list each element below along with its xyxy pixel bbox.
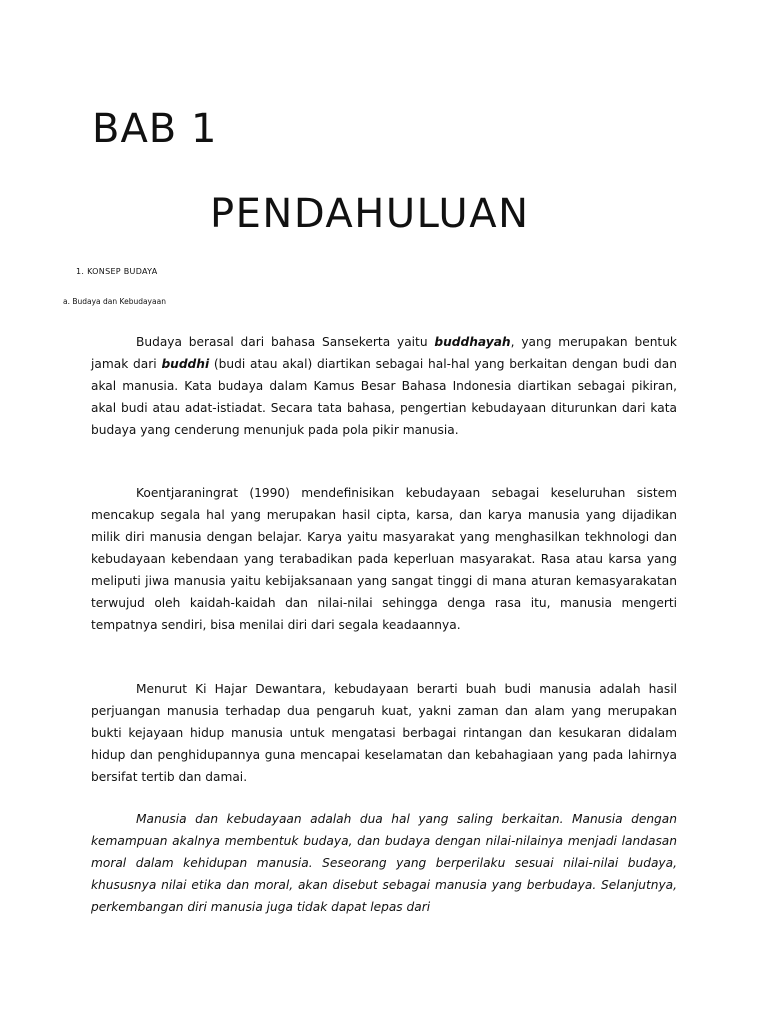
paragraph-4-text: Manusia dan kebudayaan adalah dua hal yang saling berkaitan. Manusia dengan kemampuan akalnya membentuk budaya, dan budaya dengan nilai-nilainya menjadi landasan moral dalam kehidupan manusia. Seseorang yang berperilaku sesuai nilai-nilai budaya, khususnya nilai etika dan moral, akan disebut sebagai manusia yang berbudaya. Selanjutnya, perkembangan diri manusia juga tidak dapat lepas dari	[91, 812, 677, 914]
paragraph-1-text-b: , yang merupakan bentuk jamak dari	[91, 335, 677, 371]
subsection-label: a. Budaya dan Kebudayaan	[63, 297, 166, 306]
term-buddhayah: buddhayah	[434, 335, 511, 349]
paragraph-1	[91, 331, 677, 441]
paragraph-2-text: Koentjaraningrat (1990) mendefinisikan kebudayaan sebagai keseluruhan sistem mencakup segala hal yang merupakan hasil cipta, karsa, dan karya manusia yang dijadikan milik diri manusia dengan belajar. Karya yaitu masyarakat yang menghasilkan tekhnologi dan kebudayaan kebendaan yang terabadikan pada keperluan masyarakat. Rasa atau karsa yang meliputi jiwa manusia yaitu kebijaksanaan yang sangat tinggi di mana aturan kemasyarakatan terwujud oleh kaidah-kaidah dan nilai-nilai sehingga denga rasa itu, manusia mengerti tempatnya sendiri, bisa menilai diri dari segala keadaannya.	[91, 486, 677, 632]
term-buddhi: buddhi	[161, 357, 210, 371]
chapter-title: PENDAHULUAN	[210, 191, 530, 237]
paragraph-1-text-a: Budaya berasal dari bahasa Sansekerta yaitu	[136, 335, 435, 349]
chapter-heading: BAB 1	[92, 106, 218, 152]
paragraph-4	[91, 808, 677, 918]
paragraph-1-text-c: (budi atau akal) diartikan sebagai hal-hal yang berkaitan dengan budi dan akal manusia. Kata budaya dalam Kamus Besar Bahasa Indonesia diartikan sebagai pikiran, akal budi atau adat-istiadat. Secara tata bahasa, pengertian kebudayaan diturunkan dari kata budaya yang cenderung menunjuk pada pola pikir manusia.	[91, 357, 677, 437]
section-number-label: 1. KONSEP BUDAYA	[76, 267, 158, 276]
paragraph-2	[91, 482, 677, 636]
paragraph-3	[91, 678, 677, 788]
paragraph-3-text: Menurut Ki Hajar Dewantara, kebudayaan berarti buah budi manusia adalah hasil perjuangan manusia terhadap dua pengaruh kuat, yakni zaman dan alam yang merupakan bukti kejayaan hidup manusia untuk mengatasi berbagai rintangan dan kesukaran didalam hidup dan penghidupannya guna mencapai keselamatan dan kebahagiaan yang pada lahirnya bersifat tertib dan damai.	[91, 682, 677, 784]
